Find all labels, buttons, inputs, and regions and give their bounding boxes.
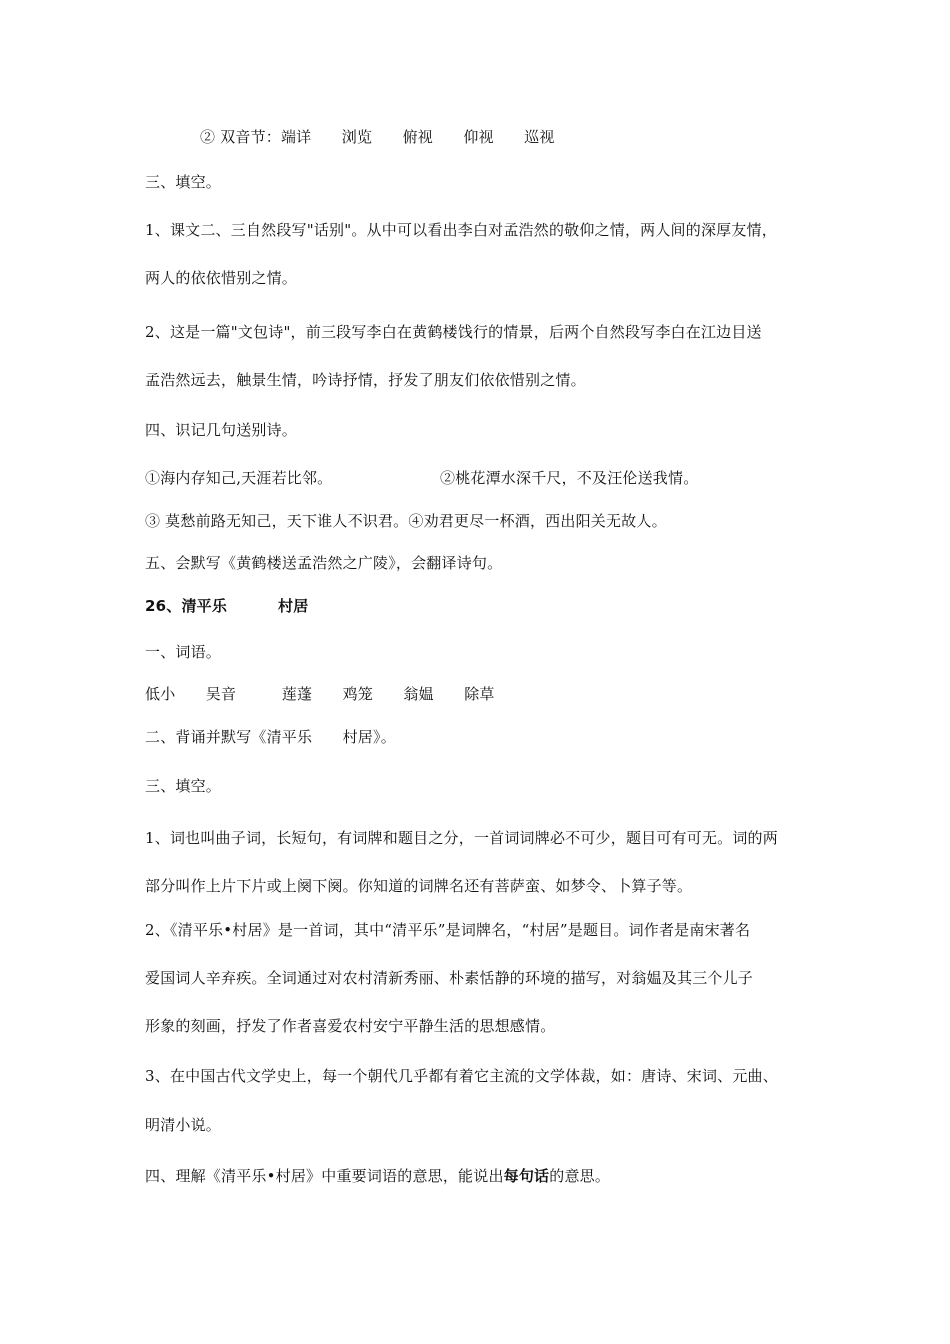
section-heading-understand [145, 1166, 610, 1186]
farewell-poem-2: ②桃花潭水深千尺，不及汪伦送我情。 [440, 469, 699, 487]
farewell-poems-3-4: ③ 莫愁前路无知己，天下谁人不识君。④劝君更尽一杯酒，西出阳关无故人。 [145, 512, 667, 530]
section-heading-dictation: 五、会默写《黄鹤楼送孟浩然之广陵》，会翻译诗句。 [145, 554, 503, 572]
fill-blank-item-2-line-1: 2、这是一篇"文包诗"，前三段写李白在黄鹤楼饯行的情景，后两个自然段写李白在江边目送 [145, 323, 762, 341]
fill-blank-item-1-line-2: 两人的依依惜别之情。 [145, 269, 298, 287]
fill-blank-2-item-2-line-2: 爱国词人辛弃疾。全词通过对农村清新秀丽、朴素恬静的环境的描写，对翁媪及其三个儿子 [145, 969, 754, 987]
section-heading-recite: 二、背诵并默写《清平乐 村居》。 [145, 728, 396, 746]
fill-blank-2-item-2-line-3: 形象的刻画，抒发了作者喜爱农村安宁平静生活的思想感情。 [145, 1017, 556, 1035]
fill-blank-2-item-2-line-1: 2、《清平乐•村居》是一首词，其中“清平乐”是词牌名，“村居”是题目。词作者是南宋著名 [145, 921, 751, 939]
lesson-title-subtitle: 村居 [278, 597, 309, 615]
understand-text-emphasis: 每句话 [503, 1167, 550, 1185]
section-heading-fill-blank: 三、填空。 [145, 173, 222, 191]
section-heading-fill-blank-2: 三、填空。 [145, 777, 222, 795]
farewell-poem-1: ①海内存知己,天涯若比邻。 [145, 469, 333, 487]
lesson-title-number: 26、清平乐 [145, 597, 228, 615]
fill-blank-item-1-line-1: 1、课文二、三自然段写"话别"。从中可以看出李白对孟浩然的敬仰之情，两人间的深厚友情， [145, 221, 777, 239]
section-heading-vocabulary: 一、词语。 [145, 643, 222, 661]
understand-text-start: 四、理解《清平乐•村居》中重要词语的意思，能说出 [145, 1167, 504, 1185]
fill-blank-2-item-3-line-2: 明清小说。 [145, 1116, 222, 1134]
fill-blank-2-item-1-line-1: 1、词也叫曲子词，长短句，有词牌和题目之分，一首词词牌必不可少，题目可有可无。词的两 [145, 829, 778, 847]
fill-blank-2-item-3-line-1: 3、在中国古代文学史上，每一个朝代几乎都有着它主流的文学体裁，如：唐诗、宋词、元曲、 [145, 1067, 778, 1085]
understand-text-end: 的意思。 [549, 1167, 611, 1185]
disyllabic-words-line: ② 双音节：端详 浏览 俯视 仰视 巡视 [200, 128, 555, 146]
fill-blank-item-2-line-2: 孟浩然远去，触景生情，吟诗抒情，抒发了朋友们依依惜别之情。 [145, 371, 586, 389]
fill-blank-2-item-1-line-2: 部分叫作上片下片或上阕下阕。你知道的词牌名还有菩萨蛮、如梦令、卜算子等。 [145, 877, 693, 895]
section-heading-farewell-poems: 四、识记几句送别诗。 [145, 421, 298, 439]
vocabulary-words: 低小 吴音 莲蓬 鸡笼 翁媪 除草 [145, 685, 495, 703]
